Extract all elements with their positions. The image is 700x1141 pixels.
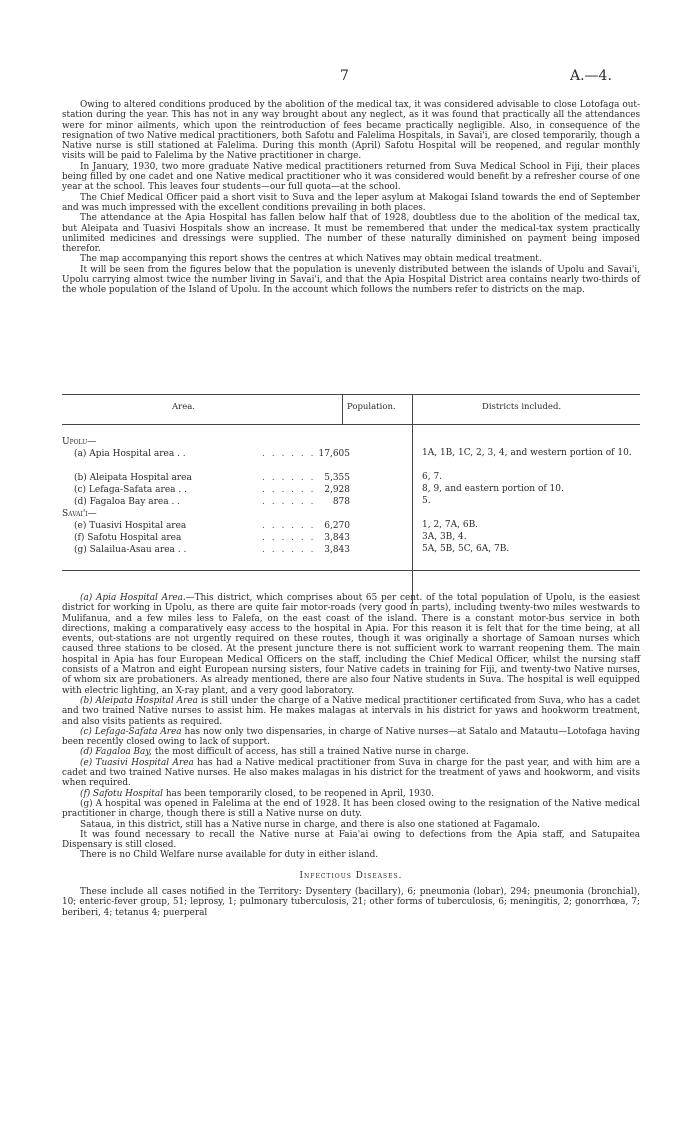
page-number: 7 [340,68,349,84]
districts-value: 5. [422,496,431,506]
population-value: 6,270 [324,521,350,531]
paragraph: These include all cases notified in the Territory: Dysentery (bacillary), 6; pneumonia (lobar), 294; pneumonia (bronchial), 10; enteric-fever group, 51; leprosy, 1; pulmonary tuberculosis, 21; other forms of tuberculosis, 6; meningitis, 2; gonorrhœa, 7; beriberi, 4; tetanus 4; puerperal [62,887,640,918]
header-area: Area. [172,402,196,412]
table-divider [342,394,343,424]
area-name: (a) Apia Hospital area . . [74,449,186,459]
group-upolu: Upolu— [62,437,97,447]
leader-dots: . . . . . . [262,449,316,459]
table-top-rule [62,394,640,395]
population-value: 2,928 [324,485,350,495]
population-value: 3,843 [324,545,350,555]
leader-dots: . . . . . . [262,521,316,531]
districts-value: 5A, 5B, 5C, 6A, 7B. [422,544,510,554]
leader-dots: . . . . . . [262,545,316,555]
paragraph: It will be seen from the figures below that the population is unevenly distributed between the islands of Upolu and Savai'i, Upolu carrying almost twice the number living in Savai'i, and that the Apia Hospital District area contains nearly two-thirds of the whole population of the Island of Upolu. In the account which follows the numbers refer to districts on the map. [62,264,640,296]
paragraph: There is no Child Welfare nurse available for duty in either island. [80,850,379,861]
paragraph: In January, 1930, two more graduate Native medical practitioners returned from Suva Medical School in Fiji, their places being filled by one cadet and one Native medical practitioner who it was considered would benefit by a refresher course of one year at the school. This leaves four students—our full quota—at the school. [62,161,640,193]
paragraph: It was found necessary to recall the Native nurse at Faia'ai owing to defections from the Apia staff, and Satupaitea Dispensary is still closed. [62,829,640,851]
intro-text [62,100,640,296]
area-name: (c) Lefaga-Safata area . . [74,485,187,495]
population-value: 3,843 [324,533,350,543]
paragraph-body: is still under the charge of a Native medical practitioner certificated from Suva, who has a cadet and two trained Native nurses to assist him. He makes malagas at intervals in his district for yaws and hookworm treatment, and also visits patients as required. [62,695,640,727]
group-label [62,436,640,448]
paragraph [62,758,640,789]
table-bottom-rule [62,570,640,571]
section-heading: Infectious Diseases. [299,870,403,881]
table-header-rule [62,424,640,425]
paragraph [62,747,640,757]
paragraph: Sataua, in this district, still has a Native nurse in charge, and there is also one stationed at Fagamalo. [80,819,540,830]
table-row [62,484,640,496]
area-name: (f) Safotu Hospital area [74,533,182,543]
document-reference: A.—4. [570,68,612,84]
paragraph-body: has now only two dispensaries, in charge of Native nurses—at Satalo and Matautu—Lotofaga having been recently closed owing to lack of support. [62,726,640,748]
header-districts: Districts included. [482,402,562,412]
paragraph-body: has been temporarily closed, to be reopened in April, 1930. [163,788,434,799]
paragraph-body: the most difficult of access, has still a trained Native nurse in charge. [152,747,469,758]
paragraph: The map accompanying this report shows the centres at which Natives may obtain medical treatment. [80,254,542,265]
districts-value: 1, 2, 7A, 6B. [422,520,479,530]
group-savaii: Savai'i— [62,509,97,519]
paragraph-body: has had a Native medical practitioner from Suva in charge for the past year, and with him are a cadet and two trained Native nurses. He also makes malagas in his district for the treatment of yaws and hookworm, and visits when required. [62,757,640,789]
paragraph-lead: (c) Lefaga-Safata Area [80,726,182,737]
paragraph [62,593,640,696]
paragraph-lead: (e) Tuasivi Hospital Area [80,757,194,768]
area-name: (g) Salailua-Asau area . . [74,545,187,555]
leader-dots: . . . . . . [262,485,316,495]
leader-dots: . . . . . . [262,497,316,507]
districts-value: 1A, 1B, 1C, 2, 3, 4, and western portion of 10. [422,448,632,458]
paragraph: Owing to altered conditions produced by the abolition of the medical tax, it was considered advisable to close Lotofaga out-station during the year. This has not in any way brought about any neglect, as it was found that practically all the attendances were for minor ailments, which upon the reintroduction of fees became practically negligible. Also, in consequence of the resignation of two Native medical practitioners, both Safotu and Falelima Hospitals, in Savai'i, are closed temporarily, though a Native nurse is still stationed at Falelima. During this month (April) Safotu Hospital will be reopened, and regular monthly visits will be paid to Falelima by the Native practitioner in charge. [62,100,640,162]
area-name: (d) Fagaloa Bay area . . [74,497,181,507]
paragraph [62,696,640,727]
paragraph: (g) A hospital was opened in Falelima at the end of 1928. It has been closed owing to the resignation of the Native medical practitioner in charge, though there is still a Native nurse on duty. [62,798,640,820]
table-row [62,544,640,556]
population-value: 5,355 [324,473,350,483]
group-label [62,508,640,520]
paragraph-lead: (d) Fagaloa Bay, [80,747,153,758]
table-row [62,472,640,484]
table-row [62,532,640,544]
district-descriptions [62,593,640,918]
paragraph-body: —This district, which comprises about 65 per cent. of the total population of Upolu, is the easiest district for working in Upolu, as there are quite fair motor-roads (very good in parts), including twenty-two miles westwards to Mulifanua, and a few miles less to Falefa, on the east coast of the island. There is a constant motor-bus service in both directions, making a comparatively easy access to the hospital in Apia. For this reason it is felt that for the time being, at all events, out-stations are not urgently required on these routes, though it was originally a shortage of Samoan nurses which caused three stations to be closed. At the present juncture there is not sufficient work to warrant reopening them. The main hospital in Apia has four European Medical Officers on the staff, including the Chief Medical Officer, whilst the nursing staff consists of a Matron and eight European nursing sisters, four Native cadets in training for Fiji, and twenty-two Native nurses, of whom six are probationers. As already mentioned, there are also four Native students in Suva. The hospital is well equipped with electric lighting, an X-ray plant, and a very good laboratory. [62,593,640,696]
leader-dots: . . . . . . [262,533,316,543]
area-name: (b) Aleipata Hospital area [74,473,192,483]
table-row [62,448,640,460]
paragraph-lead: (b) Aleipata Hospital Area [80,695,198,706]
paragraph-lead: (f) Safotu Hospital [80,788,163,799]
districts-value: 8, 9, and eastern portion of 10. [422,484,564,494]
area-name: (e) Tuasivi Hospital area [74,521,187,531]
paragraph-lead: (a) Apia Hospital Area. [80,593,186,603]
table-row [62,496,640,508]
population-value: 17,605 [318,449,350,459]
paragraph: The attendance at the Apia Hospital has fallen below half that of 1928, doubtless due to the abolition of the medical tax, but Aleipata and Tuasivi Hospitals show an increase. It must be remembered that under the medical-tax system practically unlimited medicines and dressings were supplied. The number of these naturally diminished on payment being imposed therefor. [62,213,640,255]
header-population: Population. [347,402,396,412]
leader-dots: . . . . . . [262,473,316,483]
districts-value: 3A, 3B, 4. [422,532,467,542]
paragraph [62,789,640,799]
paragraph: The Chief Medical Officer paid a short visit to Suva and the leper asylum at Makogai Island towards the end of September and was much impressed with the excellent conditions prevailing in both places. [62,192,640,213]
paragraph [62,727,640,748]
population-value: 878 [332,497,350,507]
table-row [62,520,640,532]
districts-value: 6, 7. [422,472,443,482]
